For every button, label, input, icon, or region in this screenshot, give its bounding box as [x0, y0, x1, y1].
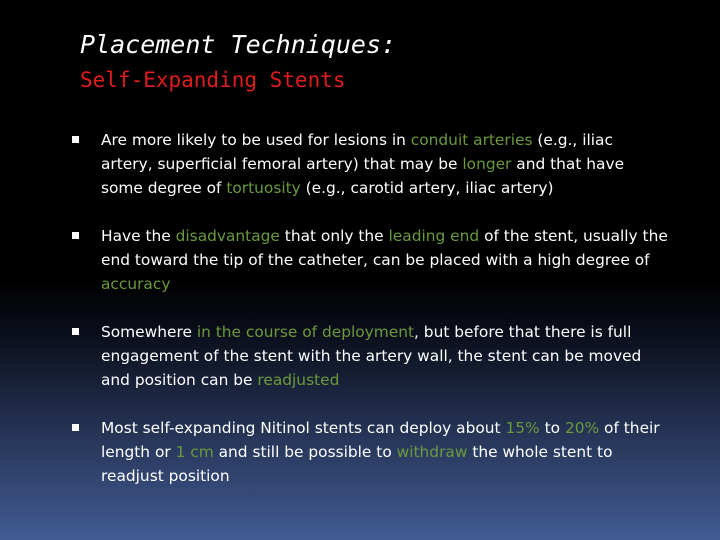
- bullet-item: [68, 128, 668, 200]
- bullet-text: of their length or: [101, 419, 660, 461]
- square-bullet-icon: [72, 136, 79, 143]
- bullet-item: [68, 224, 668, 296]
- bullet-text: and still be possible to: [213, 443, 397, 461]
- slide-subtitle: Self-Expanding Stents: [80, 68, 346, 92]
- bullet-item: [68, 416, 668, 488]
- highlighted-term: accuracy: [101, 275, 171, 293]
- bullet-list: [68, 128, 668, 512]
- bullet-text: to: [539, 419, 565, 437]
- highlighted-term: longer: [462, 155, 512, 173]
- square-bullet-icon: [72, 232, 79, 239]
- bullet-text: the whole stent to readjust position: [101, 443, 613, 485]
- bullet-text: Most self-expanding Nitinol stents can deploy about: [101, 419, 506, 437]
- highlighted-term: leading end: [388, 227, 480, 245]
- highlighted-term: 15%: [505, 419, 540, 437]
- highlighted-term: 20%: [564, 419, 600, 437]
- bullet-text: that only the: [279, 227, 389, 245]
- bullet-text: of the stent, usually the end toward the tip of the catheter, can be placed with a high degree of: [101, 227, 668, 269]
- highlighted-term: readjusted: [257, 371, 340, 389]
- bullet-text: Are more likely to be used for lesions in: [101, 131, 411, 149]
- square-bullet-icon: [72, 328, 79, 335]
- bullet-text: (e.g., iliac artery, superficial femoral artery) that may be: [101, 131, 613, 173]
- highlighted-term: in the course of deployment: [196, 323, 415, 341]
- bullet-text: , but before that there is full engagement of the stent with the artery wall, the stent can be moved and position can be: [101, 323, 642, 389]
- slide-title: Placement Techniques:: [80, 30, 397, 59]
- highlighted-term: 1 cm: [175, 443, 214, 461]
- square-bullet-icon: [72, 424, 79, 431]
- bullet-text: and that have some degree of: [101, 155, 625, 197]
- highlighted-term: disadvantage: [175, 227, 280, 245]
- highlighted-term: conduit arteries: [410, 131, 533, 149]
- highlighted-term: withdraw: [396, 443, 468, 461]
- bullet-text: Have the: [101, 227, 176, 245]
- bullet-text: (e.g., carotid artery, iliac artery): [300, 179, 554, 197]
- highlighted-term: tortuosity: [226, 179, 301, 197]
- bullet-item: [68, 320, 668, 392]
- bullet-text: Somewhere: [101, 323, 197, 341]
